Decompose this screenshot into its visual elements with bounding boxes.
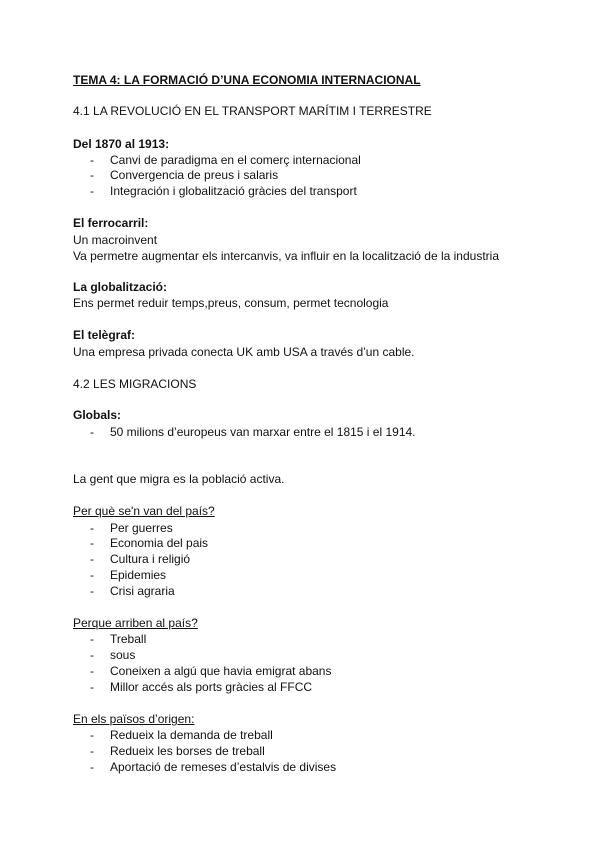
heading-globalitzacio: La globalització: bbox=[73, 280, 168, 294]
heading-per-que-van: Per què se'n van del país? bbox=[73, 504, 215, 518]
heading-globals: Globals: bbox=[73, 408, 122, 422]
list-item: - Economia del pais bbox=[90, 536, 209, 550]
heading-ferrocarril: El ferrocarril: bbox=[73, 216, 149, 230]
list-item: - Epidemies bbox=[90, 568, 167, 582]
page-title: TEMA 4: LA FORMACIÓ D’UNA ECONOMIA INTERNACIONAL bbox=[73, 73, 421, 87]
paragraph-line: Una empresa privada conecta UK amb USA a través d’un cable. bbox=[73, 345, 415, 359]
list-item: - Integración i globalització gràcies del transport bbox=[90, 184, 357, 198]
heading-origen: En els països d’origen: bbox=[73, 712, 195, 726]
list-item: - 50 milions d’europeus van marxar entre el 1815 i el 1914. bbox=[90, 425, 416, 439]
list-item: - Redueix la demanda de treball bbox=[90, 728, 273, 742]
list-item: - Coneixen a algú que havia emigrat abans bbox=[90, 664, 332, 678]
heading-1870-1913: Del 1870 al 1913: bbox=[73, 137, 170, 151]
heading-perque-arriben: Perque arriben al país? bbox=[73, 616, 198, 630]
list-item: - Canvi de paradigma en el comerç internacional bbox=[90, 153, 361, 167]
section-heading-4-2: 4.2 LES MIGRACIONS bbox=[73, 377, 197, 391]
paragraph-line: Va permetre augmentar els intercanvis, va influir en la localització de la industria bbox=[73, 249, 499, 263]
list-item: - sous bbox=[90, 648, 136, 662]
heading-telegraf: El telègraf: bbox=[73, 328, 136, 342]
list-item: - Cultura i religió bbox=[90, 552, 191, 566]
paragraph-line: Ens permet reduir temps,preus, consum, permet tecnologia bbox=[73, 296, 389, 310]
section-heading-4-1: 4.1 LA REVOLUCIÓ EN EL TRANSPORT MARÍTIM I TERRESTRE bbox=[73, 104, 432, 118]
paragraph-line: Un macroinvent bbox=[73, 233, 158, 247]
list-item: - Redueix les borses de treball bbox=[90, 744, 265, 758]
list-item: - Millor accés als ports gràcies al FFCC bbox=[90, 680, 313, 694]
list-item: - Crisi agraria bbox=[90, 584, 175, 598]
list-item: - Per guerres bbox=[90, 521, 173, 535]
list-item: - Convergencia de preus i salaris bbox=[90, 168, 279, 182]
paragraph-line: La gent que migra es la població activa. bbox=[73, 472, 285, 486]
list-item: - Aportació de remeses d’estalvis de divises bbox=[90, 760, 337, 774]
list-item: - Treball bbox=[90, 632, 147, 646]
